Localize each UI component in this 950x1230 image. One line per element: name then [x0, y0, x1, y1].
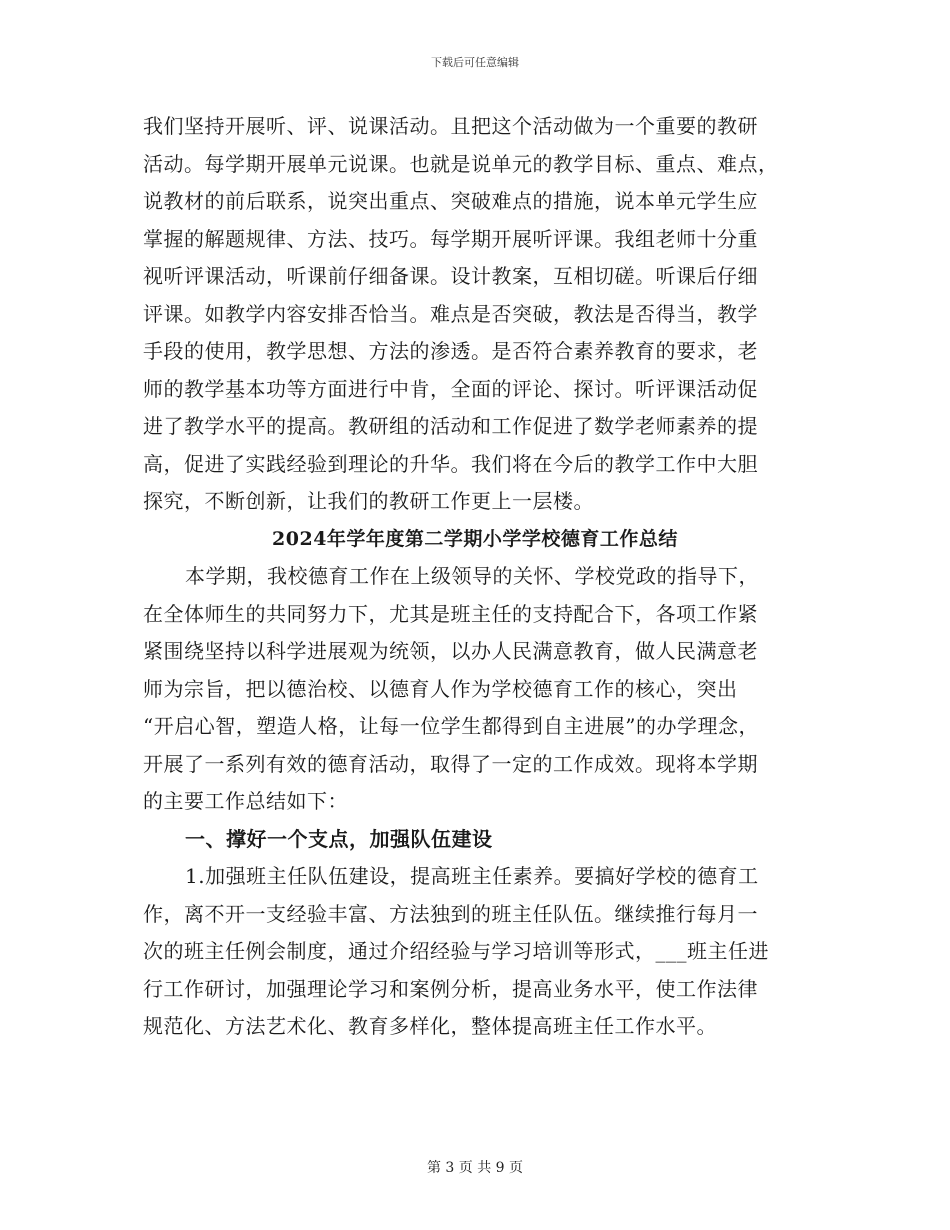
text-line: 开展了一系列有效的德育活动，取得了一定的工作成效。现将本学期 [143, 751, 758, 776]
text-line: 次的班主任例会制度，通过介绍经验与学习培训等形式，___班主任进 [143, 939, 769, 963]
text-line: 在全体师生的共同努力下，尤其是班主任的支持配合下，各项工作紧 [143, 601, 758, 626]
text-line: 师的教学基本功等方面进行中肯，全面的评论、探讨。听评课活动促 [143, 376, 758, 401]
header-note: 下载后可任意编辑 [431, 56, 519, 69]
subsection-heading: 一、撑好一个支点，加强队伍建设 [185, 826, 493, 851]
text-line: 行工作研讨，加强理论学习和案例分析，提高业务水平，使工作法律 [143, 976, 758, 1001]
text-line: 评课。如教学内容安排否恰当。难点是否突破，教法是否得当，教学 [143, 301, 758, 326]
text-line: 规范化、方法艺术化、教育多样化，整体提高班主任工作水平。 [143, 1014, 717, 1038]
text-line: 我们坚持开展听、评、说课活动。且把这个活动做为一个重要的教研 [143, 114, 758, 138]
text-line: 探究，不断创新，让我们的教研工作更上一层楼。 [143, 489, 594, 513]
text-line: 1.加强班主任队伍建设，提高班主任素养。要搞好学校的德育工 [185, 864, 759, 888]
text-line: 作，离不开一支经验丰富、方法独到的班主任队伍。继续推行每月一 [143, 901, 758, 926]
text-line: 说教材的前后联系，说突出重点、突破难点的措施，说本单元学生应 [143, 189, 758, 213]
text-line: 本学期，我校德育工作在上级领导的关怀、学校党政的指导下， [185, 564, 759, 588]
text-line: 活动。每学期开展单元说课。也就是说单元的教学目标、重点、难点， [143, 151, 779, 176]
section-title: 2024年学年度第二学期小学学校德育工作总结 [272, 527, 678, 550]
text-line: 视听评课活动，听课前仔细备课。设计教案，互相切磋。听课后仔细 [143, 264, 758, 288]
text-line: 进了教学水平的提高。教研组的活动和工作促进了数学老师素养的提 [143, 414, 758, 438]
text-line: “开启心智，塑造人格，让每一位学生都得到自主进展”的办学理念， [143, 714, 759, 738]
text-line: 师为宗旨，把以德治校、以德育人作为学校德育工作的核心，突出 [143, 676, 738, 701]
text-line: 手段的使用，教学思想、方法的渗透。是否符合素养教育的要求，老 [143, 339, 758, 363]
page-footer: 第 3 页 共 9 页 [426, 1160, 524, 1176]
text-line: 掌握的解题规律、方法、技巧。每学期开展听评课。我组老师十分重 [143, 226, 758, 251]
text-line: 的主要工作总结如下： [143, 789, 348, 813]
text-line: 高，促进了实践经验到理论的升华。我们将在今后的教学工作中大胆 [143, 451, 758, 476]
text-line: 紧围绕坚持以科学进展观为统领，以办人民满意教育，做人民满意老 [143, 639, 758, 663]
document-body [143, 108, 807, 1046]
